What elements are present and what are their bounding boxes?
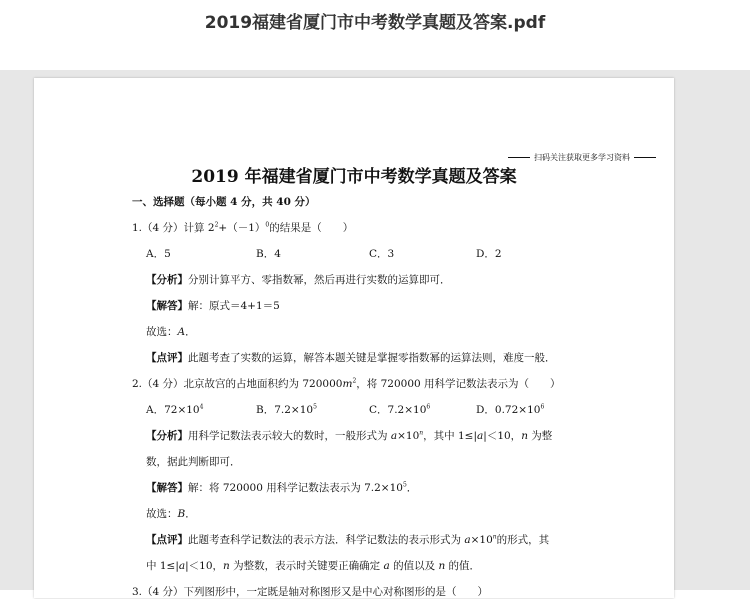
q2-analysis-var-a: a <box>390 430 398 442</box>
qr-note-text: 扫码关注获取更多学习资料 <box>534 153 630 162</box>
q2-comment-c: 的形式，其 <box>496 534 550 546</box>
q2-comment2-c: 为整数，表示时关键要正确确定 <box>229 560 384 572</box>
q2-option-d <box>476 402 544 417</box>
q2-answer-a: 解：将 720000 用科学记数法表示为 7.2×10 <box>188 482 403 494</box>
q1-option-b: B．4 <box>256 248 281 260</box>
q2-analysis-b: ×10 <box>397 430 420 442</box>
q1-comment <box>146 350 556 365</box>
q2-analysis-tag: 【分析】 <box>146 430 188 442</box>
q1-analysis-text: 分别计算平方、零指数幂，然后再进行实数的运算即可． <box>188 274 451 286</box>
q1-option-d: D．2 <box>476 248 502 260</box>
q2-option-d-base: D．0.72×10 <box>476 404 541 416</box>
q2-unit-exp: 2 <box>352 377 357 385</box>
q2-comment2-b: |＜10， <box>185 560 224 572</box>
section-heading: 一、选择题（每小题 4 分，共 40 分） <box>132 196 316 208</box>
q1-choice-letter: A <box>177 326 186 338</box>
q2-option-b-exp: 5 <box>313 403 317 411</box>
q1-comment-tag: 【点评】 <box>146 352 188 364</box>
q1-exp2: 0 <box>265 221 270 229</box>
q2-stem-b: ，将 720000 用科学记数法表示为（ ） <box>356 378 561 390</box>
q2-option-a <box>146 402 203 417</box>
file-title: 2019福建省厦门市中考数学真题及答案.pdf <box>204 13 546 33</box>
q2-comment2-e: 的值． <box>445 560 481 572</box>
q2-option-a-base: A．72×10 <box>146 404 200 416</box>
q1-analysis <box>146 272 451 287</box>
q1-answer-text: 解：原式＝4+1＝5 <box>188 300 280 312</box>
q2-answer-exp: 5 <box>402 481 407 489</box>
q2-stem <box>132 376 561 391</box>
q2-comment-a: 此题考查科学记数法的表示方法．科学记数法的表示形式为 <box>188 534 465 546</box>
q2-comment <box>146 532 549 547</box>
q2-analysis-e: 为整 <box>527 430 553 442</box>
q2-option-b <box>256 402 317 417</box>
q2-analysis-c: ，其中 1≤| <box>423 430 478 442</box>
q2-answer <box>146 480 417 495</box>
q1-choice-prefix: 故选： <box>146 326 178 338</box>
q2-analysis-a: 用科学记数法表示较大的数时，一般形式为 <box>188 430 391 442</box>
q2-comment-line2 <box>146 558 480 573</box>
q2-answer-b: ． <box>406 482 418 494</box>
q2-option-d-exp: 6 <box>540 403 545 411</box>
q2-stem-a: 2.（4 分）北京故宫的占地面积约为 720000 <box>132 378 343 390</box>
q2-choice-prefix: 故选： <box>146 508 178 520</box>
q2-choice: 故选：B． <box>146 508 196 520</box>
dash-left <box>508 157 530 158</box>
q2-comment2-var-a: a <box>178 560 186 572</box>
q2-comment2-var-a2: a <box>383 560 390 572</box>
pdf-page[interactable] <box>34 78 674 598</box>
q1-answer-tag: 【解答】 <box>146 300 188 312</box>
q2-comment-b: ×10 <box>470 534 493 546</box>
q1-stem-a: 1.（4 分）计算 2 <box>132 222 215 234</box>
q2-unit: m <box>342 378 353 390</box>
q2-analysis <box>146 428 552 443</box>
q2-analysis-line2: 数，据此判断即可． <box>146 456 241 468</box>
q1-stem-c: 的结果是（ ） <box>269 222 354 234</box>
q1-option-c: C．3 <box>369 248 395 260</box>
q1-stem <box>132 220 353 235</box>
q2-comment2-var-n2: n <box>438 560 446 572</box>
q2-option-c <box>369 402 430 417</box>
q2-analysis-var-a2: a <box>477 430 484 442</box>
q2-comment2-d: 的值以及 <box>389 560 439 572</box>
q1-option-a: A．5 <box>146 248 171 260</box>
q2-analysis-var-n: n <box>521 430 528 442</box>
q2-answer-tag: 【解答】 <box>146 482 188 494</box>
q2-analysis-exp-n: n <box>419 429 424 437</box>
q1-analysis-tag: 【分析】 <box>146 274 188 286</box>
q2-choice-letter: B <box>177 508 186 520</box>
q1-comment-text: 此题考查了实数的运算，解答本题关键是掌握零指数幂的运算法则，难度一般． <box>188 352 556 364</box>
q2-comment2-a: 中 1≤| <box>146 560 179 572</box>
q1-answer <box>146 298 280 313</box>
q1-exp1: 2 <box>214 221 219 229</box>
q1-stem-b: +（－1） <box>218 222 266 234</box>
q2-option-a-exp: 4 <box>199 403 204 411</box>
q2-option-b-base: B．7.2×10 <box>256 404 314 416</box>
q3-stem: 3.（4 分）下列图形中，一定既是轴对称图形又是中心对称图形的是（ ） <box>132 586 489 598</box>
q2-comment2-var-n: n <box>223 560 230 572</box>
q2-analysis-d: |＜10， <box>483 430 522 442</box>
document-title: 2019 年福建省厦门市中考数学真题及答案 <box>191 167 517 187</box>
q2-comment-exp-n: n <box>492 533 497 541</box>
q2-comment-tag: 【点评】 <box>146 534 188 546</box>
viewer-header <box>0 0 750 70</box>
q2-option-c-base: C．7.2×10 <box>369 404 427 416</box>
q2-comment-var-a: a <box>464 534 471 546</box>
q2-option-c-exp: 6 <box>426 403 431 411</box>
q1-choice: 故选：A． <box>146 326 196 338</box>
dash-right <box>634 157 656 158</box>
